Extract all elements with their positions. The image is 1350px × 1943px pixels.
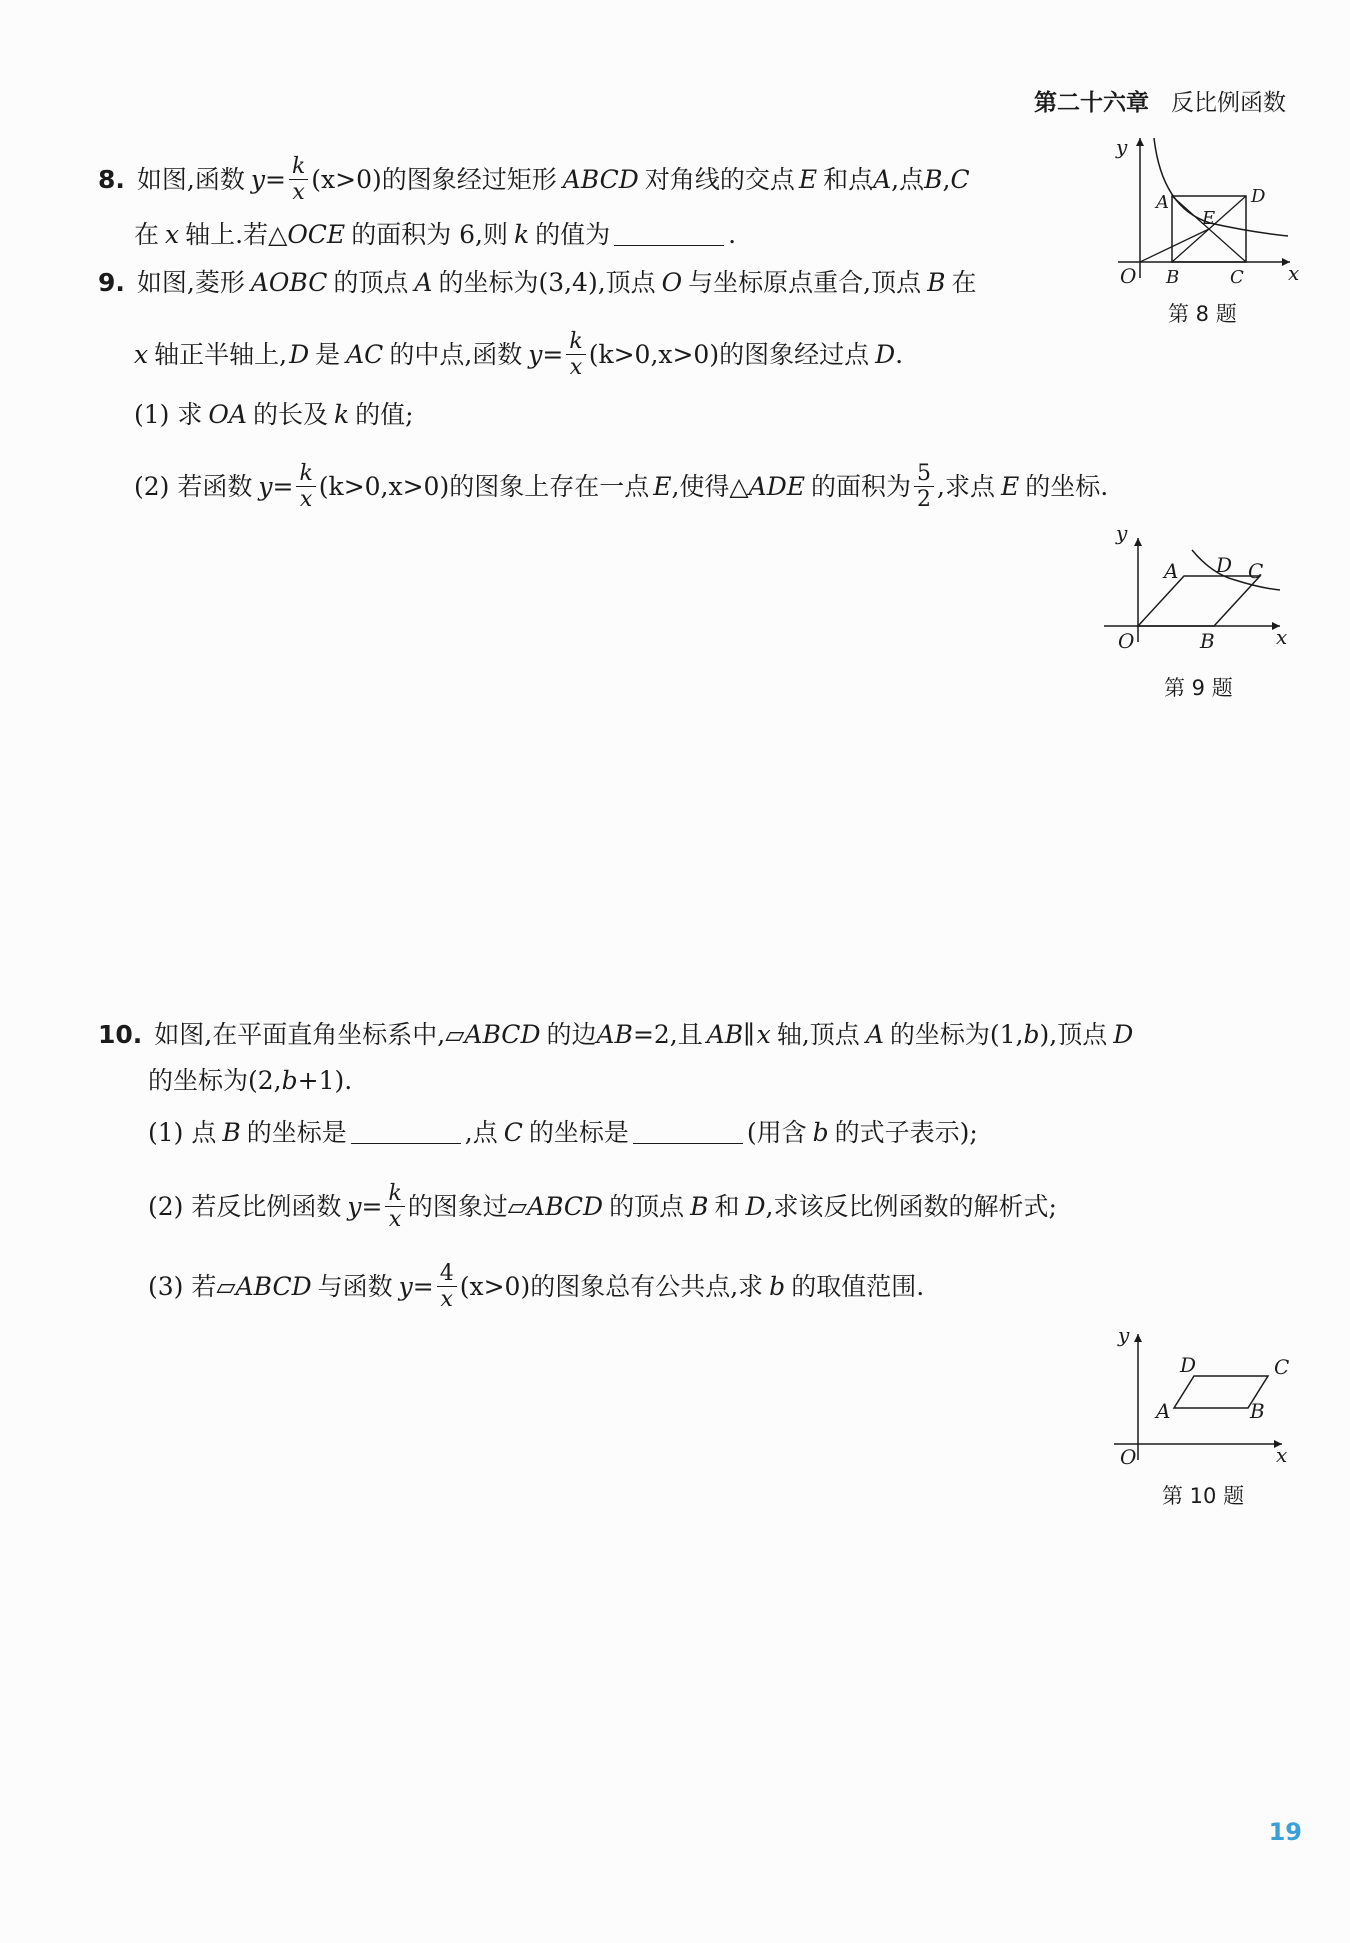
- fig9-label-D: D: [1216, 553, 1233, 577]
- fig10-label-B: B: [1250, 1399, 1265, 1423]
- q8-fraction: [289, 155, 308, 204]
- q9-text: 的面积为: [811, 472, 912, 502]
- q8-var: B: [924, 165, 943, 195]
- q9-var: ADE: [748, 472, 806, 502]
- q9-eq: =: [272, 472, 294, 502]
- q9-var: AC: [346, 340, 384, 370]
- fig9-label-x: x: [1276, 625, 1288, 649]
- q8-text: 如图,函数: [136, 165, 245, 195]
- q8-var: y: [250, 165, 265, 195]
- q10-part-3: [148, 1262, 924, 1311]
- q9-text: 的中点,函数: [389, 340, 523, 370]
- q10-text: ),顶点: [1039, 1020, 1108, 1049]
- q9-frac-den: 2: [917, 487, 932, 513]
- fig9-label-C: C: [1248, 559, 1264, 583]
- q10-var: b: [812, 1118, 829, 1147]
- q10-text: 的坐标为(1,: [889, 1020, 1024, 1049]
- q10-text: 与函数: [317, 1272, 393, 1302]
- q8-var: x: [165, 220, 180, 249]
- q10-text: 的坐标是: [528, 1118, 629, 1147]
- q9-text: (2) 若函数: [134, 472, 253, 502]
- q10-var: ABCD: [235, 1272, 312, 1302]
- q10-var: B: [222, 1118, 241, 1147]
- q10-var: y: [398, 1272, 413, 1302]
- q9-var: k: [333, 400, 350, 429]
- q10-text: (3) 若▱: [148, 1272, 236, 1302]
- q9-var: E: [1000, 472, 1020, 502]
- q10-text: 轴,顶点: [776, 1020, 860, 1049]
- q10-text: =2,且: [632, 1020, 703, 1049]
- q9-text: .: [895, 340, 904, 370]
- fig8-label-O: O: [1120, 264, 1137, 288]
- q9-text: 轴正半轴上,: [154, 340, 288, 370]
- q9-var: O: [661, 268, 683, 297]
- q9-frac-num: 5: [914, 462, 934, 487]
- q10-var: b: [769, 1272, 786, 1302]
- q8-answer-blank[interactable]: [614, 223, 724, 246]
- q9-text: 在: [951, 268, 977, 297]
- q10-var: B: [690, 1192, 709, 1222]
- q10-text: +1).: [297, 1066, 353, 1095]
- fig8-label-E: E: [1202, 208, 1216, 229]
- q10-frac-den: x: [388, 1207, 402, 1233]
- q9-var: B: [927, 268, 946, 297]
- q8-frac-num: k: [289, 155, 308, 180]
- q9-var: E: [653, 472, 672, 502]
- q10-text: ,求该反比例函数的解析式;: [765, 1192, 1057, 1222]
- q9-line-2: [134, 330, 903, 379]
- q8-var: E: [798, 165, 818, 195]
- fig8-label-x: x: [1288, 261, 1300, 285]
- q9-text: 的长及: [252, 400, 328, 429]
- q9-var: AOBC: [250, 268, 328, 297]
- q9-text: (1) 求: [134, 400, 203, 429]
- fig10-label-A: A: [1156, 1399, 1171, 1423]
- q9-part-2: [134, 462, 1108, 511]
- figure-10: [1110, 1320, 1300, 1470]
- fig10-label-O: O: [1120, 1445, 1137, 1469]
- q9-fraction-area: [914, 462, 934, 511]
- fig9-label-O: O: [1118, 629, 1135, 653]
- q9-text: 是: [315, 340, 341, 370]
- q10-text: 的坐标为(2,: [148, 1066, 282, 1095]
- q8-text: ,: [942, 165, 951, 195]
- q10-var: D: [745, 1192, 766, 1222]
- fig9-caption: 第 9 题: [1164, 676, 1233, 700]
- fig9-label-y: y: [1116, 521, 1128, 545]
- q9-line-1: [98, 270, 977, 295]
- fig10-label-C: C: [1274, 1355, 1290, 1379]
- fig10-caption: 第 10 题: [1162, 1484, 1245, 1508]
- q10-line-1: [98, 1022, 1133, 1047]
- q9-text: 如图,菱形: [136, 268, 245, 297]
- q10-var: D: [1113, 1020, 1134, 1049]
- fig8-label-B: B: [1166, 267, 1180, 288]
- chapter-number: 第二十六章: [1034, 90, 1149, 116]
- q8-var: A: [873, 165, 892, 195]
- q8-text: 对角线的交点: [644, 165, 795, 195]
- q10-frac-num: 4: [437, 1262, 457, 1287]
- q9-eq: =: [542, 340, 564, 370]
- q8-frac-den: x: [292, 180, 305, 206]
- q9-var: D: [875, 340, 896, 370]
- fig8-label-D: D: [1251, 186, 1266, 207]
- fig9-label-B: B: [1200, 629, 1215, 653]
- fig9-label-A: A: [1164, 559, 1179, 583]
- q9-fraction: [566, 330, 585, 379]
- q9-frac-den: x: [569, 355, 583, 381]
- q10-part-1: [148, 1120, 978, 1145]
- fig8-caption: 第 8 题: [1168, 302, 1237, 326]
- fig10-label-y: y: [1118, 1323, 1130, 1347]
- q8-var: OCE: [287, 220, 346, 249]
- q10-eq: =: [412, 1272, 434, 1302]
- q10-text: (1) 点: [148, 1118, 217, 1147]
- q10-var: AB: [706, 1020, 744, 1049]
- q9-text: ,使得△: [671, 472, 749, 502]
- q9-part-1: [134, 402, 414, 427]
- q10-text: 和: [714, 1192, 740, 1222]
- chapter-header: [1034, 84, 1286, 117]
- q8-var: ABCD: [562, 165, 639, 195]
- q9-text: 的坐标为(3,4),顶点: [438, 268, 656, 297]
- q9-var: OA: [208, 400, 247, 429]
- q8-text: 轴上.若△: [185, 220, 288, 249]
- q9-var: A: [414, 268, 433, 297]
- q9-text: 的坐标.: [1025, 472, 1109, 502]
- q10-text: ,点: [464, 1118, 498, 1147]
- q10-line-2: [148, 1068, 352, 1093]
- q10-var: ABCD: [527, 1192, 604, 1222]
- q9-fraction-2: [296, 462, 315, 511]
- q10-fraction-3: [437, 1262, 457, 1311]
- q10-text: ∥: [743, 1020, 755, 1049]
- q8-text: .: [728, 220, 737, 249]
- q9-number: 9.: [98, 268, 125, 297]
- figure-8: [1110, 128, 1300, 288]
- q8-text: 在: [134, 220, 160, 249]
- q10-text: 如图,在平面直角坐标系中,▱: [154, 1020, 465, 1049]
- q8-line-2: [134, 222, 736, 247]
- fig10-label-D: D: [1180, 1353, 1197, 1377]
- q8-eq: =: [264, 165, 286, 195]
- q8-var: C: [950, 165, 970, 195]
- q9-text: (k>0,x>0)的图象上存在一点: [318, 472, 650, 502]
- q10-var: A: [865, 1020, 884, 1049]
- q10-frac-den: x: [440, 1287, 453, 1313]
- q10-part-2: [148, 1182, 1057, 1231]
- q10-var: b: [281, 1066, 298, 1095]
- q10-var: y: [347, 1192, 362, 1222]
- q9-text: 的顶点: [333, 268, 409, 297]
- q9-var: y: [258, 472, 273, 502]
- q9-text: 与坐标原点重合,顶点: [688, 268, 922, 297]
- q9-text: 的值;: [355, 400, 414, 429]
- q9-var: D: [289, 340, 310, 370]
- page-number: 19: [1268, 1818, 1302, 1846]
- q10-text: (用含: [746, 1118, 807, 1147]
- chapter-title: 反比例函数: [1171, 90, 1286, 116]
- q10-frac-num: k: [385, 1182, 404, 1207]
- q9-frac-num: k: [296, 462, 315, 487]
- q8-text: 的面积为 6,则: [351, 220, 508, 249]
- q10-text: 的式子表示);: [834, 1118, 978, 1147]
- q10-var: b: [1023, 1020, 1040, 1049]
- q10-number: 10.: [98, 1020, 143, 1049]
- q10-text: 的坐标是: [246, 1118, 347, 1147]
- q10-var: x: [756, 1020, 771, 1049]
- q8-number: 8.: [98, 165, 125, 195]
- q10-answer-blank-c[interactable]: [633, 1121, 743, 1144]
- q10-fraction: [385, 1182, 404, 1231]
- fig8-label-C: C: [1230, 267, 1244, 288]
- q9-var: y: [528, 340, 543, 370]
- q10-text: (2) 若反比例函数: [148, 1192, 342, 1222]
- q8-var: k: [514, 220, 530, 249]
- q9-text: (k>0,x>0)的图象经过点: [588, 340, 870, 370]
- q9-text: ,求点: [937, 472, 995, 502]
- q8-text: 的值为: [535, 220, 611, 249]
- q10-var: AB: [596, 1020, 633, 1049]
- q9-var: x: [134, 340, 149, 370]
- q10-text: 的顶点: [609, 1192, 685, 1222]
- q8-text: (x>0)的图象经过矩形: [311, 165, 557, 195]
- q10-var: ABCD: [464, 1020, 541, 1049]
- q8-text: 和点: [823, 165, 874, 195]
- q9-frac-den: x: [299, 487, 313, 513]
- fig8-label-y: y: [1116, 135, 1128, 159]
- q10-text: 的图象过▱: [407, 1192, 528, 1222]
- q10-text: 的边: [546, 1020, 597, 1049]
- q10-text: (x>0)的图象总有公共点,求: [459, 1272, 764, 1302]
- q8-line-1: [98, 155, 970, 204]
- q9-frac-num: k: [566, 330, 585, 355]
- q8-text: ,点: [891, 165, 925, 195]
- q10-text: 的取值范围.: [791, 1272, 925, 1302]
- q10-answer-blank-b[interactable]: [351, 1121, 461, 1144]
- fig8-label-A: A: [1156, 192, 1169, 213]
- q10-var: C: [503, 1118, 523, 1147]
- q10-eq: =: [361, 1192, 383, 1222]
- fig10-label-x: x: [1276, 1443, 1288, 1467]
- figure-9: [1100, 520, 1300, 660]
